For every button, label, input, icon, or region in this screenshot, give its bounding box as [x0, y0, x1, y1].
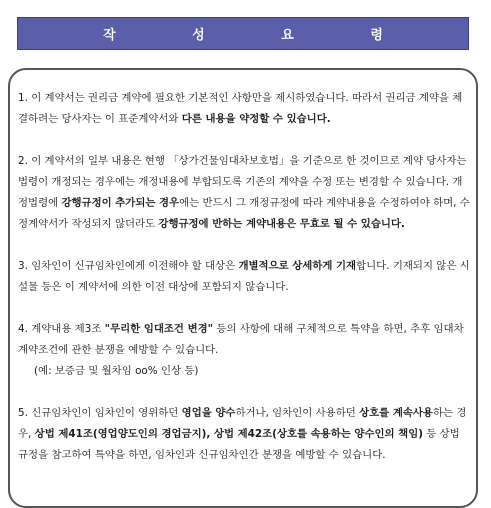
guide-item-1: 1. 이 계약서는 권리금 계약에 필요한 기본적인 사항만을 제시하였습니다. 따라서 권리금 계약을 체결하려는 당사자는 이 표준계약서와 다른 내용을 약정할 수 있습니다. [18, 92, 463, 125]
guide-title: 작 성 요 령 [103, 28, 419, 43]
guide-item-3: 3. 임차인이 신규임차인에게 이전해야 할 대상은 개별적으로 상세하게 기재합니다. 기재되지 않은 시설물 등은 이 계약서에 의한 이전 대상에 포함되지 않습니다. [18, 260, 470, 293]
guide-item-5: 5. 신규임차인이 임차인이 영위하던 영업을 양수하거나, 임차인이 사용하던 상호를 계속사용하는 경우, 상법 제41조(영업양도인의 경업금지), 상법 제42조(상호를 속용하는 양수인의 책임) 등 상법 규정을 참고하여 특약을 하면, 임차인과 신규임차인간 분쟁을 예방할 수 있습니다. [18, 407, 467, 461]
guide-title-banner [17, 17, 469, 50]
guide-items [18, 88, 470, 466]
guide-item-4-example: (예: 보증금 및 월차임 oo% 인상 등) [34, 365, 199, 377]
guide-item-4: 4. 계약내용 제3조 "무리한 임대조건 변경" 등의 사항에 대해 구체적으로 특약을 하면, 추후 임대차 계약조건에 관한 분쟁을 예방할 수 있습니다. [18, 323, 464, 356]
guide-item-2: 2. 이 계약서의 일부 내용은 현행 「상가건물임대차보호법」을 기준으로 한 것이므로 계약 당사자는 법령이 개정되는 경우에는 개정내용에 부합되도록 기존의 계약을 수정 또는 변경할 수 있습니다. 개정법령에 강행규정이 추가되는 경우에는 반드시 그 개정규정에 따라 계약내용을 수정하여야 하며, 수정계약서가 작성되지 않더라도 강행규정에 반하는 계약내용은 무효로 될 수 있습니다. [18, 155, 470, 230]
